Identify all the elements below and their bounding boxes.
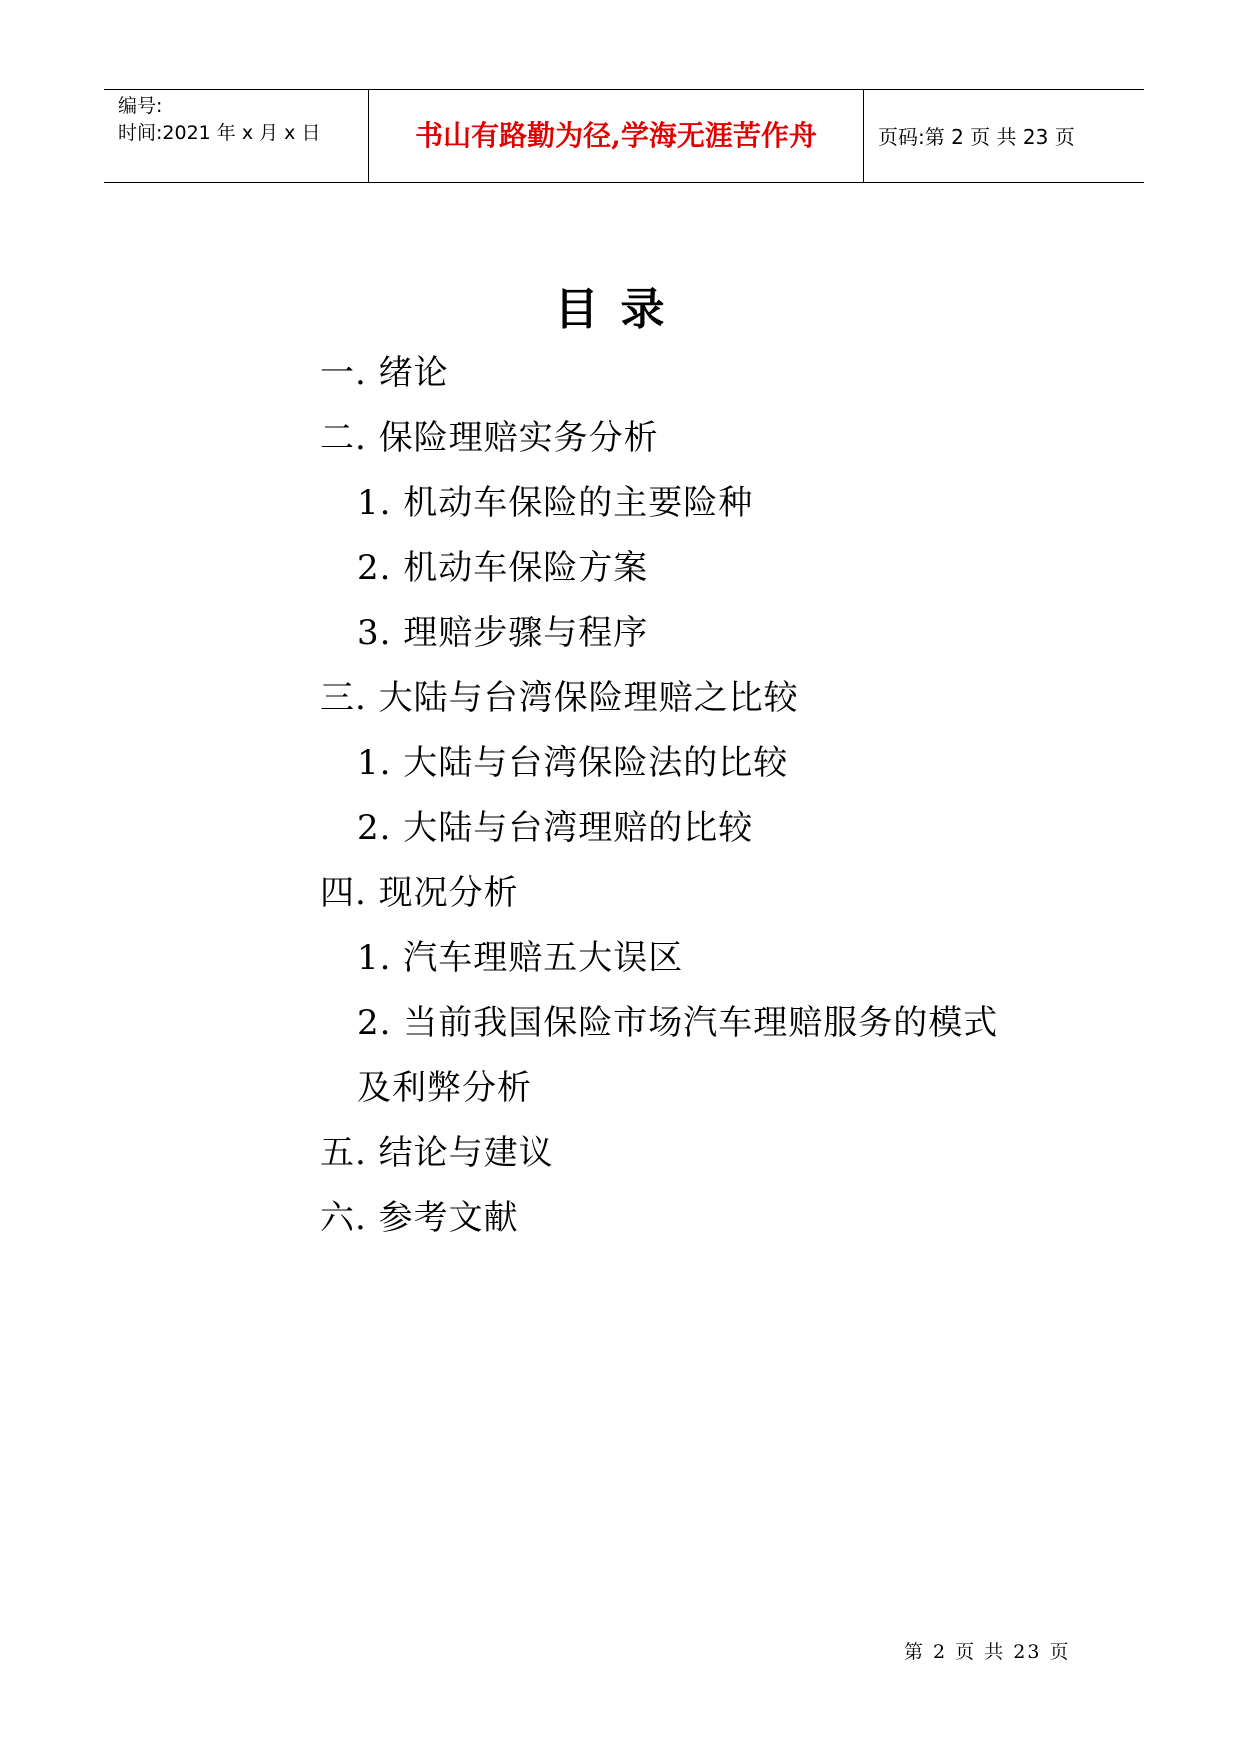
toc-item-mainland-taiwan-comparison: 三. 大陆与台湾保险理赔之比较 bbox=[320, 678, 799, 718]
header-motto: 书山有路勤为径,学海无涯苦作舟 bbox=[415, 119, 817, 152]
page-header bbox=[104, 89, 1144, 183]
toc-item-main-insurance-types: 1. 机动车保险的主要险种 bbox=[357, 483, 754, 523]
toc-item-service-models: 2. 当前我国保险市场汽车理赔服务的模式 bbox=[357, 1003, 999, 1043]
header-left-cell bbox=[104, 90, 368, 182]
toc-title: 目录 bbox=[554, 284, 687, 335]
header-page-code: 页码:第 2 页 共 23 页 bbox=[878, 125, 1075, 149]
toc-item-conclusion: 五. 结论与建议 bbox=[320, 1133, 554, 1173]
toc-item-references: 六. 参考文献 bbox=[320, 1198, 519, 1238]
toc-item-claim-procedure: 3. 理赔步骤与程序 bbox=[357, 613, 649, 653]
page-footer: 第 2 页 共 23 页 bbox=[904, 1641, 1071, 1663]
document-number-label: 编号: bbox=[118, 95, 163, 117]
toc-item-claims-comparison: 2. 大陆与台湾理赔的比较 bbox=[357, 808, 754, 848]
toc-item-service-models-continued: 及利弊分析 bbox=[357, 1068, 532, 1108]
header-middle-cell bbox=[368, 90, 864, 182]
toc-item-insurance-law-comparison: 1. 大陆与台湾保险法的比较 bbox=[357, 743, 789, 783]
toc-item-five-misconceptions: 1. 汽车理赔五大误区 bbox=[357, 938, 684, 978]
toc-item-insurance-plans: 2. 机动车保险方案 bbox=[357, 548, 649, 588]
header-right-cell bbox=[864, 90, 1144, 182]
toc-item-status-analysis: 四. 现况分析 bbox=[320, 873, 519, 913]
document-time-label: 时间:2021 年 x 月 x 日 bbox=[118, 122, 321, 144]
toc-item-intro: 一. 绪论 bbox=[320, 353, 449, 393]
toc-item-claims-practice: 二. 保险理赔实务分析 bbox=[320, 418, 659, 458]
